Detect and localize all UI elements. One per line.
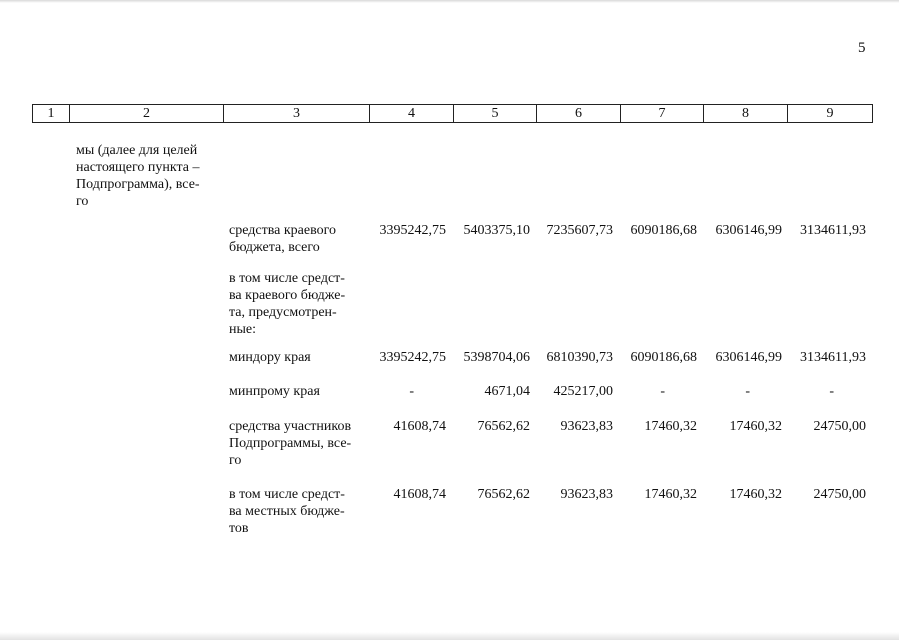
column-header-5: 5 [454,105,537,123]
row-label-line: ва местных бюдже- [229,504,345,519]
row-label-line: та, предусмотрен- [229,305,337,320]
value-cell-col7: 17460,32 [644,487,697,502]
row-label-line: Подпрограммы, все- [229,436,352,451]
value-cell-col8: 17460,32 [729,487,782,502]
row-label [229,383,365,400]
value-cell-col7: 6090186,68 [630,223,697,238]
value-cell-col6: 425217,00 [553,384,613,399]
program-name-line: настоящего пункта – [76,160,200,175]
value-cell-col4: 3395242,75 [379,350,446,365]
value-cell-col5: 5403375,10 [463,223,530,238]
row-label [229,418,365,469]
value-cell-col8: 6306146,99 [715,223,782,238]
value-cell-col7: - [660,384,665,399]
column-header-4: 4 [370,105,454,123]
value-cell-col5: 76562,62 [477,419,530,434]
value-cell-col8: - [745,384,750,399]
value-cell-col9: - [829,384,834,399]
column-header-8: 8 [704,105,788,123]
row-label-line: средства участников [229,419,352,434]
value-cell-col5: 76562,62 [477,487,530,502]
value-cell-col5: 4671,04 [484,384,530,399]
row-label-line: минпрому края [229,384,320,399]
row-label-line: миндору края [229,350,311,365]
value-cell-col8: 17460,32 [729,419,782,434]
column-header-row [32,104,873,123]
row-label [229,349,365,366]
row-label-line: ные: [229,322,257,337]
value-cell-col9: 24750,00 [813,419,866,434]
value-cell-col9: 3134611,93 [800,350,866,365]
value-cell-col4: 3395242,75 [379,223,446,238]
row-label-line: ва краевого бюдже- [229,288,346,303]
value-cell-col6: 7235607,73 [546,223,613,238]
row-label-line: в том числе средст- [229,271,345,286]
row-label-line: тов [229,521,249,536]
column-header-1: 1 [33,105,70,123]
page-number: 5 [858,40,866,56]
row-label [229,486,365,537]
scan-edge-top [0,0,899,3]
column-header-2: 2 [70,105,224,123]
row-label-line: бюджета, всего [229,240,320,255]
column-header-6: 6 [537,105,621,123]
value-cell-col9: 24750,00 [813,487,866,502]
value-cell-col8: 6306146,99 [715,350,782,365]
value-cell-col7: 6090186,68 [630,350,697,365]
column-header-3: 3 [224,105,370,123]
value-cell-col6: 6810390,73 [546,350,613,365]
value-cell-col4: 41608,74 [393,419,446,434]
program-name-cell [76,142,220,210]
row-label-line: средства краевого [229,223,336,238]
value-cell-col7: 17460,32 [644,419,697,434]
row-label-line: го [229,453,242,468]
row-label [229,270,365,338]
program-name-line: мы (далее для целей [76,143,198,158]
column-header-7: 7 [621,105,704,123]
value-cell-col6: 93623,83 [560,487,613,502]
value-cell-col9: 3134611,93 [800,223,866,238]
value-cell-col5: 5398704,06 [463,350,530,365]
row-label [229,222,365,256]
row-label-line: в том числе средст- [229,487,345,502]
column-header-9: 9 [788,105,873,123]
program-name-line: Подпрограмма), все- [76,177,200,192]
value-cell-col4: 41608,74 [393,487,446,502]
value-cell-col6: 93623,83 [560,419,613,434]
value-cell-col4: - [409,384,414,399]
scan-edge-bottom [0,632,899,640]
program-name-line: го [76,194,89,209]
